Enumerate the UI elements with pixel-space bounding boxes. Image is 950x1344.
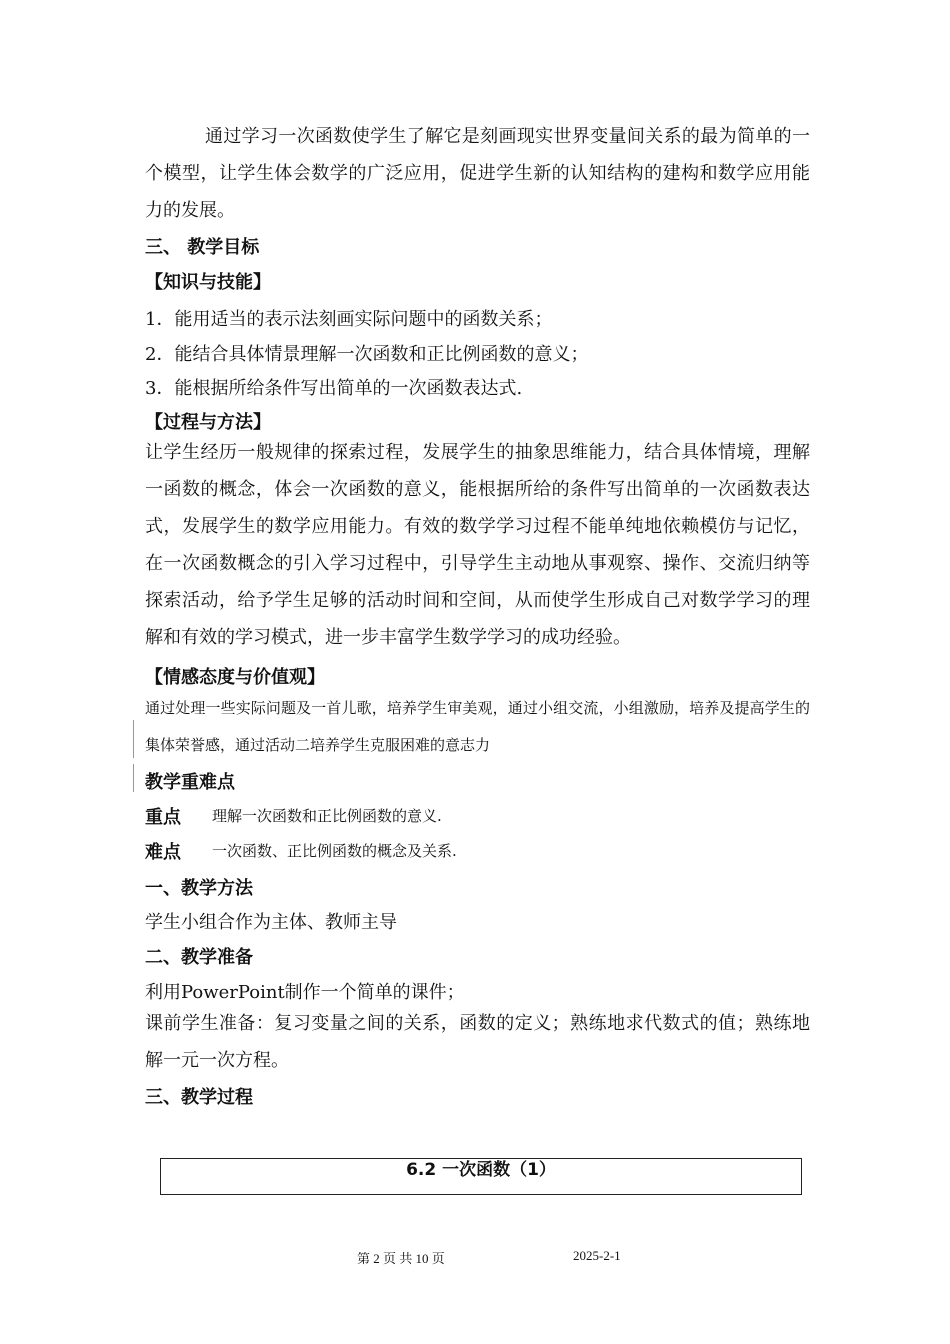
prep-line-2: 课前学生准备：复习变量之间的关系，函数的定义；熟练地求代数式的值；熟练地解一元一次方程。 — [145, 1013, 810, 1071]
process-paragraph: 让学生经历一般规律的探索过程，发展学生的抽象思维能力，结合具体情境，理解一函数的概念，体会一次函数的意义，能根据所给的条件写出简单的一次函数表达式，发展学生的数学应用能力。有效的数学学习过程不能单纯地依赖模仿与记忆，在一次函数概念的引入学习过程中，引导学生主动地从事观察、操作、交流归纳等探索活动，给予学生足够的活动时间和空间，从而使学生形成自己对数学学习的理解和有效的学习模式，进一步丰富学生数学学习的成功经验。 — [145, 442, 810, 648]
revision-mark — [133, 764, 134, 792]
key-point-text: 理解一次函数和正比例函数的意义. — [212, 807, 442, 825]
footer-date: 2025-2-1 — [573, 1248, 621, 1263]
prep-heading: 二、教学准备 — [145, 947, 253, 968]
key-point-label: 重点 — [145, 807, 181, 828]
emotion-paragraph: 通过处理一些实际问题及一首儿歌，培养学生审美观，通过小组交流，小组激励，培养及提高学生的集体荣誉感，通过活动二培养学生克服困难的意志力 — [145, 699, 810, 754]
key-points-heading: 教学重难点 — [145, 772, 235, 793]
difficult-point-text: 一次函数、正比例函数的概念及关系. — [212, 842, 457, 860]
method-text: 学生小组合作为主体、教师主导 — [145, 912, 397, 933]
revision-mark — [133, 720, 134, 758]
knowledge-item-3: 3．能根据所给条件写出简单的一次函数表达式. — [145, 378, 523, 399]
lesson-title-box — [160, 1158, 802, 1195]
section-goals-heading: 三、 教学目标 — [145, 237, 260, 258]
method-heading: 一、教学方法 — [145, 878, 253, 899]
page-number: 第 2 页 共 10 页 — [357, 1251, 445, 1266]
intro-paragraph: 通过学习一次函数使学生了解它是刻画现实世界变量间关系的最为简单的一个模型，让学生体会数学的广泛应用，促进学生新的认知结构的建构和数学应用能力的发展。 — [145, 126, 810, 221]
prep-line-1: 利用PowerPoint制作一个简单的课件； — [145, 982, 465, 1003]
process-heading: 【过程与方法】 — [145, 412, 271, 433]
teaching-process-heading: 三、教学过程 — [145, 1087, 253, 1108]
emotion-heading: 【情感态度与价值观】 — [145, 667, 325, 688]
knowledge-item-2: 2．能结合具体情景理解一次函数和正比例函数的意义； — [145, 344, 589, 365]
lesson-title: 6.2 一次函数（1） — [406, 1160, 556, 1180]
knowledge-heading: 【知识与技能】 — [145, 272, 271, 293]
knowledge-item-1: 1．能用适当的表示法刻画实际问题中的函数关系； — [145, 309, 553, 330]
difficult-point-label: 难点 — [145, 842, 181, 863]
